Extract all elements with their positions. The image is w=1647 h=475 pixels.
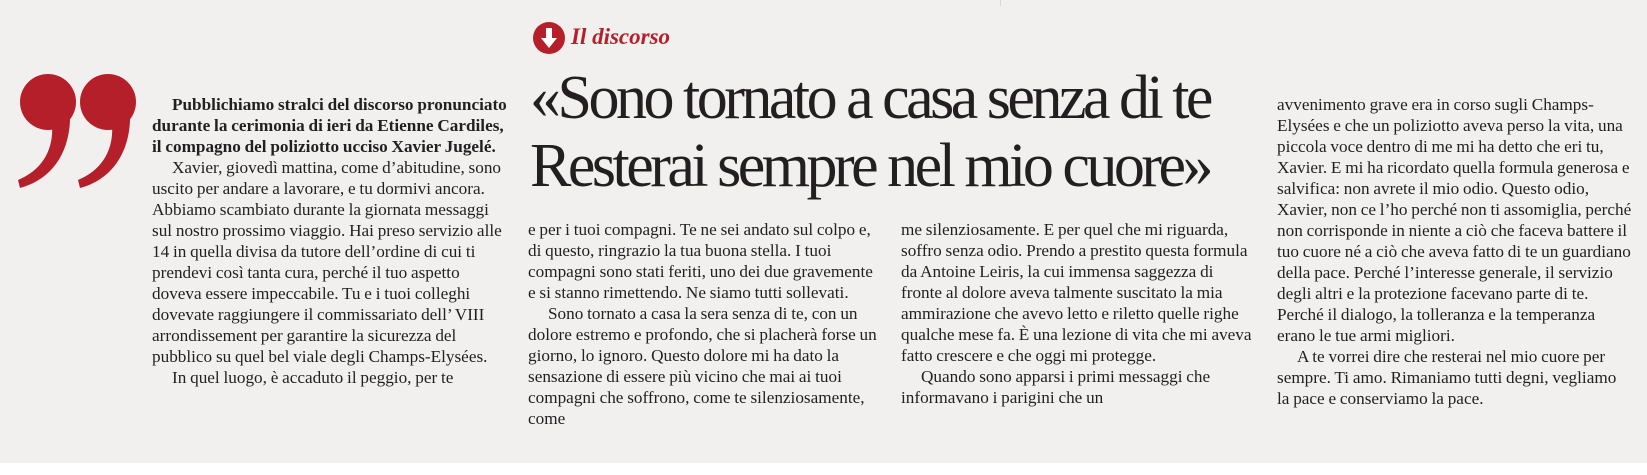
headline-line-1: «Sono tornato a casa senza di te bbox=[530, 64, 1210, 132]
info-down-arrow-icon bbox=[533, 22, 565, 54]
body-paragraph: e per i tuoi compagni. Te ne sei andato sul colpo e, di questo, ringrazio la tua buona stella. I tuoi compagni sono stati feriti, uno dei due gravemente e si stanno rimettendo. Ne siamo tutti sollevati. bbox=[528, 220, 873, 302]
quote-mark-icon bbox=[14, 54, 144, 204]
body-paragraph: Sono tornato a casa la sera senza di te, con un dolore estremo e profondo, che si placherà forse un giorno, lo ignoro. Questo dolore mi ha dato la sensazione di essere più vicino che mai ai tuoi compagni che soffrono, come te silenziosamente, come bbox=[528, 304, 877, 428]
article-column-1 bbox=[152, 94, 508, 388]
body-paragraph: Xavier, giovedì mattina, come d’abitudine, sono uscito per andare a lavorare, e tu dormivi ancora. Abbiamo scambiato durante la giornata messaggi sul nostro prossimo viaggio. Hai preso servizio alle 14 in quella divisa da tutore dell’ordine di cui ti prendevi così tanta cura, perché il tuo aspetto doveva essere impeccabile. Tu e i tuoi colleghi dovevate raggiungere il commissariato dell’ VIII arrondissement per garantire la sicurezza del pubblico su quel bel viale degli Champs-Elysées. bbox=[152, 158, 502, 366]
body-paragraph: avvenimento grave era in corso sugli Champs-Elysées e che un poliziotto aveva perso la vita, una piccola voce dentro di me mi ha detto che eri tu, Xavier. E mi ha ricordato quella formula generosa e salvifica: non avrete il mio odio. Questo odio, Xavier, non ce l’ho perché non ti assomiglia, perché non corrisponde in niente a ciò che faceva battere il tuo cuore né a ciò che aveva fatto di te un guardiano della pace. Perché l’interesse generale, il servizio degli altri e la protezione facevano parte di te. Perché il dialogo, la tolleranza e la temperanza erano le tue armi migliori. bbox=[1277, 95, 1632, 345]
column-rule bbox=[1000, 0, 1001, 6]
body-paragraph: A te vorrei dire che resterai nel mio cuore per sempre. Ti amo. Rimaniamo tutti degni, vegliamo la pace e conserviamo la pace. bbox=[1277, 347, 1617, 408]
body-paragraph: Quando sono apparsi i primi messaggi che informavano i parigini che un bbox=[901, 367, 1211, 407]
headline-line-2: Resterai sempre nel mio cuore» bbox=[530, 132, 1211, 200]
article-column-3 bbox=[901, 219, 1256, 408]
article-column-2 bbox=[528, 219, 883, 429]
headline bbox=[530, 64, 1270, 200]
kicker-label: Il discorso bbox=[571, 24, 671, 49]
body-paragraph: me silenziosamente. E per quel che mi riguarda, soffro senza odio. Prendo a prestito questa formula da Antoine Leiris, la cui immensa saggezza di fronte al dolore aveva talmente suscitato la mia ammirazione che avevo letto e riletto quelle righe qualche mese fa. È una lezione di vita che mi aveva fatto crescere e che oggi mi protegge. bbox=[901, 220, 1252, 365]
article-lead: Pubblichiamo stralci del discorso pronunciato durante la cerimonia di ieri da Etienne Cardiles, il compagno del poliziotto ucciso Xavier Jugelé. bbox=[152, 95, 507, 156]
article-column-4 bbox=[1277, 94, 1632, 409]
body-paragraph: In quel luogo, è accaduto il peggio, per te bbox=[172, 368, 454, 387]
